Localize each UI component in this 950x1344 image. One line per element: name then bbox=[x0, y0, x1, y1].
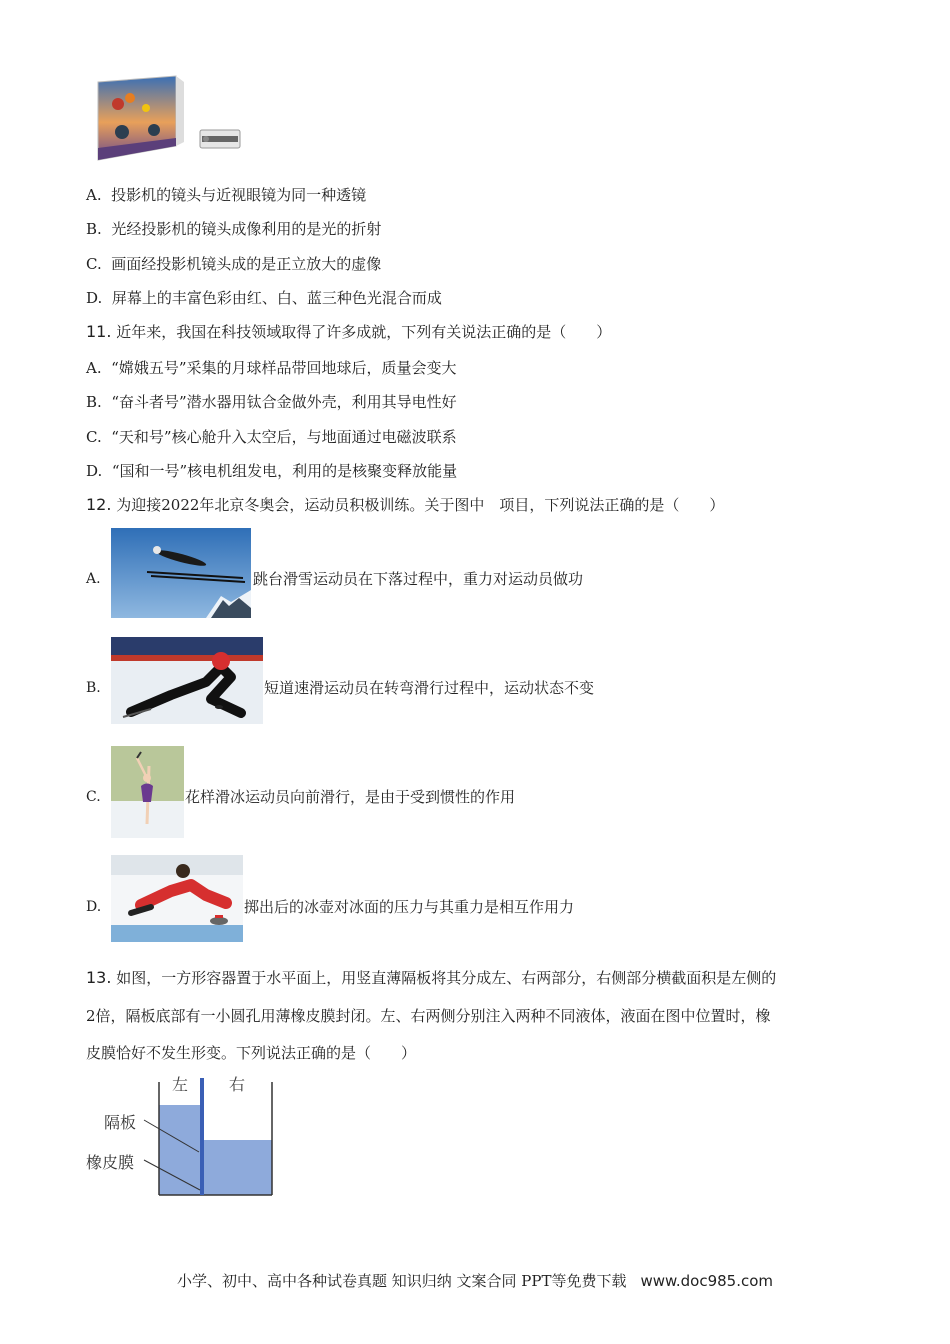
option-text: 画面经投影机镜头成的是正立放大的虚像 bbox=[111, 255, 382, 273]
option-text: “天和号”核心舱升入太空后，与地面通过电磁波联系 bbox=[111, 428, 457, 446]
q11-stem bbox=[86, 322, 611, 342]
question-number: 11. bbox=[86, 322, 112, 341]
option-text: “国和一号”核电机组发电，利用的是核聚变释放能量 bbox=[111, 462, 458, 480]
divider-plate bbox=[200, 1078, 204, 1195]
option-text: 花样滑冰运动员向前滑行，是由于受到惯性的作用 bbox=[185, 788, 516, 806]
option-label: B. bbox=[86, 393, 102, 411]
option-label: C. bbox=[86, 789, 101, 805]
q13-stem-line-1 bbox=[86, 968, 776, 988]
container-figure bbox=[84, 1070, 284, 1200]
question-number: 13. bbox=[86, 968, 112, 987]
option-text: 短道速滑运动员在转弯滑行过程中，运动状态不变 bbox=[264, 679, 595, 697]
option-text: 跳台滑雪运动员在下落过程中，重力对运动员做功 bbox=[253, 570, 584, 588]
option-label: B. bbox=[86, 220, 102, 238]
left-label: 左 bbox=[172, 1075, 189, 1094]
question-stem: 近年来，我国在科技领域取得了许多成就，下列有关说法正确的是（ ） bbox=[116, 323, 612, 341]
question-stem: 为迎接2022年北京冬奥会，运动员积极训练。关于图中 项目，下列说法正确的是（ ） bbox=[116, 496, 725, 514]
divider-label: 隔板 bbox=[104, 1113, 137, 1132]
question-stem: 2倍，隔板底部有一小圆孔用薄橡皮膜封闭。左、右两侧分别注入两种不同液体，液面在图中位置时，橡 bbox=[86, 1007, 771, 1025]
q11-option-a bbox=[86, 358, 457, 378]
q13-stem-line-3 bbox=[86, 1043, 416, 1063]
option-label: A. bbox=[86, 359, 102, 377]
speed-skating-image bbox=[111, 637, 263, 724]
option-label: A. bbox=[86, 571, 101, 587]
option-text: 投影机的镜头与近视眼镜为同一种透镜 bbox=[111, 186, 367, 204]
option-text: “奋斗者号”潜水器用钛合金做外壳，利用其导电性好 bbox=[111, 393, 457, 411]
question-stem: 皮膜恰好不发生形变。下列说法正确的是（ ） bbox=[86, 1044, 417, 1062]
q10-option-a bbox=[86, 185, 366, 205]
q10-option-c bbox=[86, 254, 381, 274]
q10-option-b bbox=[86, 219, 381, 239]
q11-option-d bbox=[86, 461, 457, 481]
right-liquid bbox=[203, 1140, 272, 1195]
page-footer bbox=[0, 1270, 950, 1291]
projector-image bbox=[96, 74, 246, 164]
q13-stem-line-2 bbox=[86, 1006, 771, 1026]
option-label: D. bbox=[86, 899, 102, 915]
option-label: A. bbox=[86, 186, 102, 204]
option-text: 掷出后的冰壶对冰面的压力与其重力是相互作用力 bbox=[244, 898, 575, 916]
q11-option-b bbox=[86, 392, 457, 412]
option-text: 光经投影机的镜头成像利用的是光的折射 bbox=[111, 220, 382, 238]
option-label: C. bbox=[86, 255, 102, 273]
footer-url[interactable]: www.doc985.com bbox=[640, 1272, 774, 1290]
footer-text: 小学、初中、高中各种试卷真题 知识归纳 文案合同 PPT等免费下载 bbox=[176, 1272, 627, 1290]
curling-image bbox=[111, 855, 243, 942]
ski-jump-image bbox=[111, 528, 251, 618]
membrane-label: 橡皮膜 bbox=[86, 1153, 135, 1172]
q10-option-d bbox=[86, 288, 442, 308]
question-number: 12. bbox=[86, 495, 112, 514]
figure-skating-image bbox=[111, 746, 184, 838]
option-text: 屏幕上的丰富色彩由红、白、蓝三种色光混合而成 bbox=[111, 289, 442, 307]
option-label: D. bbox=[86, 289, 103, 307]
option-text: “嫦娥五号”采集的月球样品带回地球后，质量会变大 bbox=[111, 359, 457, 377]
q11-option-c bbox=[86, 427, 457, 447]
q12-stem bbox=[86, 495, 724, 515]
option-label: C. bbox=[86, 428, 102, 446]
right-label: 右 bbox=[229, 1075, 246, 1094]
option-label: B. bbox=[86, 680, 101, 696]
question-stem: 如图，一方形容器置于水平面上，用竖直薄隔板将其分成左、右两部分，右侧部分横截面积是左侧的 bbox=[116, 969, 777, 987]
option-label: D. bbox=[86, 462, 103, 480]
